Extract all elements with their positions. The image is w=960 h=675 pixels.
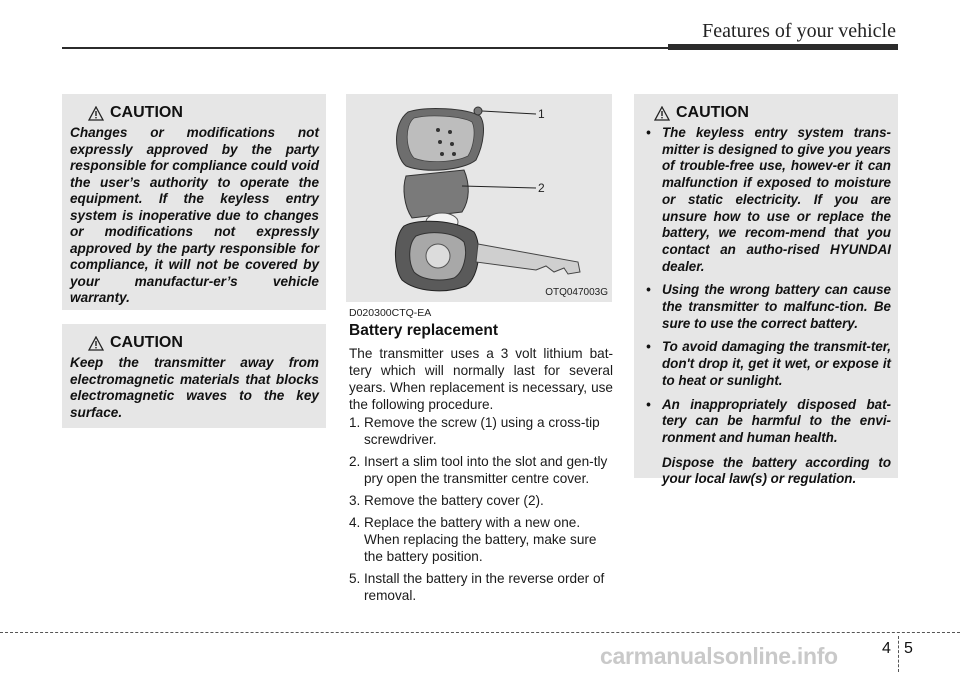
step-item xyxy=(349,414,613,448)
caution-box-modifications xyxy=(62,94,326,310)
caution-bullet: • An inappropriately disposed bat-tery can be harmful to the envi-ronment and human health. Dispose the battery according to your local law(s) or regulation. xyxy=(646,396,891,487)
screw-part xyxy=(474,107,536,115)
step-item xyxy=(349,453,613,487)
step-number: 5. xyxy=(349,571,361,586)
caution-bullet: • The keyless entry system trans-mitter is designed to give you years of trouble-free use, howev-er it can malfunction if exposed to moisture or static electricity. If you are unsure how to use or replace the battery, we recom-mend that you contact an autho-rised HYUNDAI dealer. xyxy=(646,125,891,274)
step-number: 3. xyxy=(349,493,361,508)
step-item xyxy=(349,514,613,565)
caution-heading xyxy=(70,104,319,122)
caution-heading xyxy=(70,334,319,352)
step-item xyxy=(349,570,613,604)
warning-triangle-icon xyxy=(88,336,104,351)
step-text: Insert a slim tool into the slot and gen-tly pry open the transmitter centre cover. xyxy=(364,454,608,486)
warning-triangle-icon xyxy=(654,106,670,121)
caution-box-electromagnetic xyxy=(62,324,326,428)
caution-heading-text: CAUTION xyxy=(110,104,183,121)
caution-bullet-list xyxy=(640,125,891,488)
step-number: 1. xyxy=(349,415,361,430)
document-code: D020300CTQ-EA xyxy=(349,307,432,319)
transmitter-exploded-drawing xyxy=(346,94,612,302)
header-rule-accent xyxy=(668,44,898,50)
page-number-separator xyxy=(898,636,899,672)
step-number: 4. xyxy=(349,515,361,530)
battery-cover-part xyxy=(404,170,536,218)
footer-dashed-rule xyxy=(0,632,960,633)
key-transmitter-illustration xyxy=(346,94,612,302)
caution-text: Changes or modifications not expressly approved by the party responsible for compliance could void the user’s authority to operate the equipment. If the keyless entry system is inoperative due to changes or modifications not expressly approved by the party responsible for compliance, it will not be covered by your manufactur-er’s vehicle warranty. xyxy=(70,125,319,305)
chapter-number: 4 xyxy=(882,640,891,657)
figure-code: OTQ047003G xyxy=(545,287,608,298)
step-number: 2. xyxy=(349,454,361,469)
caution-heading-text: CAUTION xyxy=(110,334,183,351)
warning-triangle-icon xyxy=(88,106,104,121)
step-text: Replace the battery with a new one. When replacing the battery, make sure the battery position. xyxy=(364,515,597,564)
bullet-text: An inappropriately disposed bat-tery can be harmful to the envi-ronment and human health. xyxy=(662,396,891,445)
caution-heading xyxy=(640,104,891,122)
step-item xyxy=(349,492,613,509)
step-text: Remove the screw (1) using a cross-tip screwdriver. xyxy=(364,415,600,447)
bullet-text: To avoid damaging the transmit-ter, don't drop it, get it wet, or expose it to heat or sunlight. xyxy=(662,339,891,388)
section-title: Battery replacement xyxy=(349,322,499,339)
caution-bullet: • Using the wrong battery can cause the transmitter to malfunc-tion. Be sure to use the correct battery. xyxy=(646,282,891,331)
callout-1-label: 1 xyxy=(538,107,545,121)
callout-2-label: 2 xyxy=(538,181,545,195)
bullet-text: The keyless entry system trans-mitter is designed to give you years of trouble-free use, howev-er it can malfunction if exposed to moisture or static electricity. If you are unsure how to use or replace the battery, we recom-mend that you contact an autho-rised HYUNDAI dealer. xyxy=(662,125,891,274)
step-text: Remove the battery cover (2). xyxy=(364,493,544,508)
caution-bullet: • To avoid damaging the transmit-ter, don't drop it, get it wet, or expose it to heat or sunlight. xyxy=(646,339,891,388)
bullet-extra-text: Dispose the battery according to your local law(s) or regulation. xyxy=(662,454,891,487)
page-number: 5 xyxy=(904,640,913,657)
watermark: carmanualsonline.info xyxy=(600,643,838,669)
caution-heading-text: CAUTION xyxy=(676,104,749,121)
transmitter-top-shell xyxy=(397,109,484,171)
caution-text: Keep the transmitter away from electromagnetic materials that blocks electromagnetic waves to the key surface. xyxy=(70,355,319,420)
step-text: Install the battery in the reverse order of removal. xyxy=(364,571,605,603)
section-intro: The transmitter uses a 3 volt lithium bat-tery which will normally last for several years. When replacement is necessary, use the following procedure. xyxy=(349,346,613,412)
section-header-title: Features of your vehicle xyxy=(702,20,896,42)
caution-box-battery xyxy=(634,94,898,487)
bullet-text: Using the wrong battery can cause the transmitter to malfunc-tion. Be sure to use the correct battery. xyxy=(662,282,891,331)
transmitter-base-with-key xyxy=(395,221,580,291)
procedure-steps xyxy=(349,414,613,609)
